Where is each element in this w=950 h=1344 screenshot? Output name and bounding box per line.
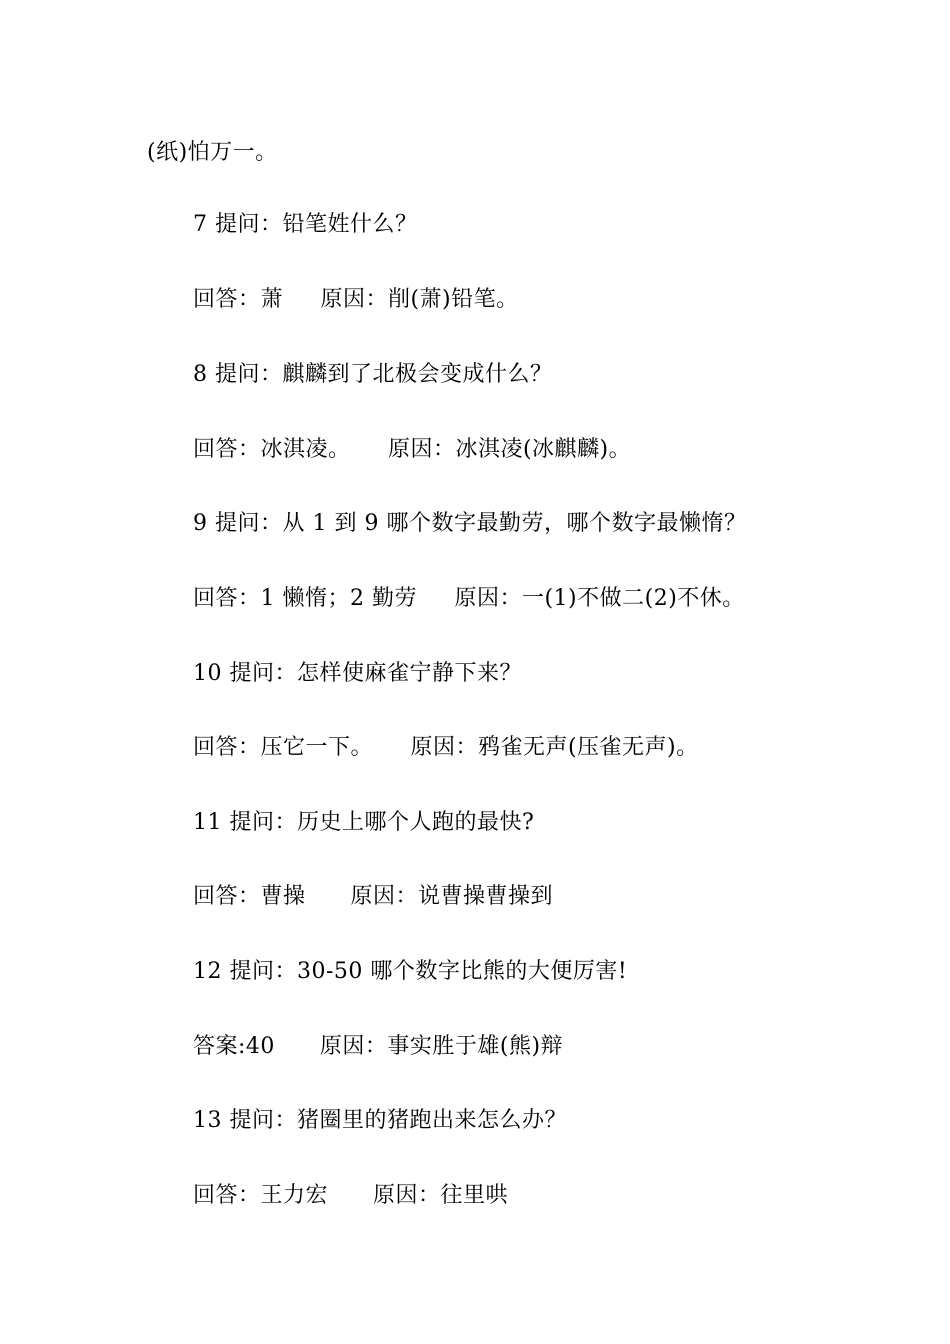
question-8: 8 提问：麒麟到了北极会变成什么？ xyxy=(193,362,553,387)
answer-10: 回答：压它一下。 原因：鸦雀无声(压雀无声)。 xyxy=(193,735,699,760)
answer-8: 回答：冰淇凌。 原因：冰淇凌(冰麒麟)。 xyxy=(193,437,632,462)
question-10: 10 提问：怎样使麻雀宁静下来？ xyxy=(193,661,522,686)
question-7: 7 提问：铅笔姓什么？ xyxy=(193,212,418,237)
answer-9: 回答：1 懒惰；2 勤劳 原因：一(1)不做二(2)不休。 xyxy=(193,586,745,611)
question-12: 12 提问：30-50 哪个数字比熊的大便厉害! xyxy=(193,959,628,984)
question-11: 11 提问：历史上哪个人跑的最快? xyxy=(193,810,535,835)
answer-7: 回答：萧 原因：削(萧)铅笔。 xyxy=(193,287,519,312)
text-line-continuation: (纸)怕万一。 xyxy=(147,140,278,165)
question-9: 9 提问：从 1 到 9 哪个数字最勤劳，哪个数字最懒惰？ xyxy=(193,511,747,536)
answer-13: 回答：王力宏 原因：往里哄 xyxy=(193,1183,508,1208)
answer-12: 答案:40 原因：事实胜于雄(熊)辩 xyxy=(193,1034,564,1059)
answer-11: 回答：曹操 原因：说曹操曹操到 xyxy=(193,884,553,909)
question-13: 13 提问：猪圈里的猪跑出来怎么办？ xyxy=(193,1108,567,1133)
